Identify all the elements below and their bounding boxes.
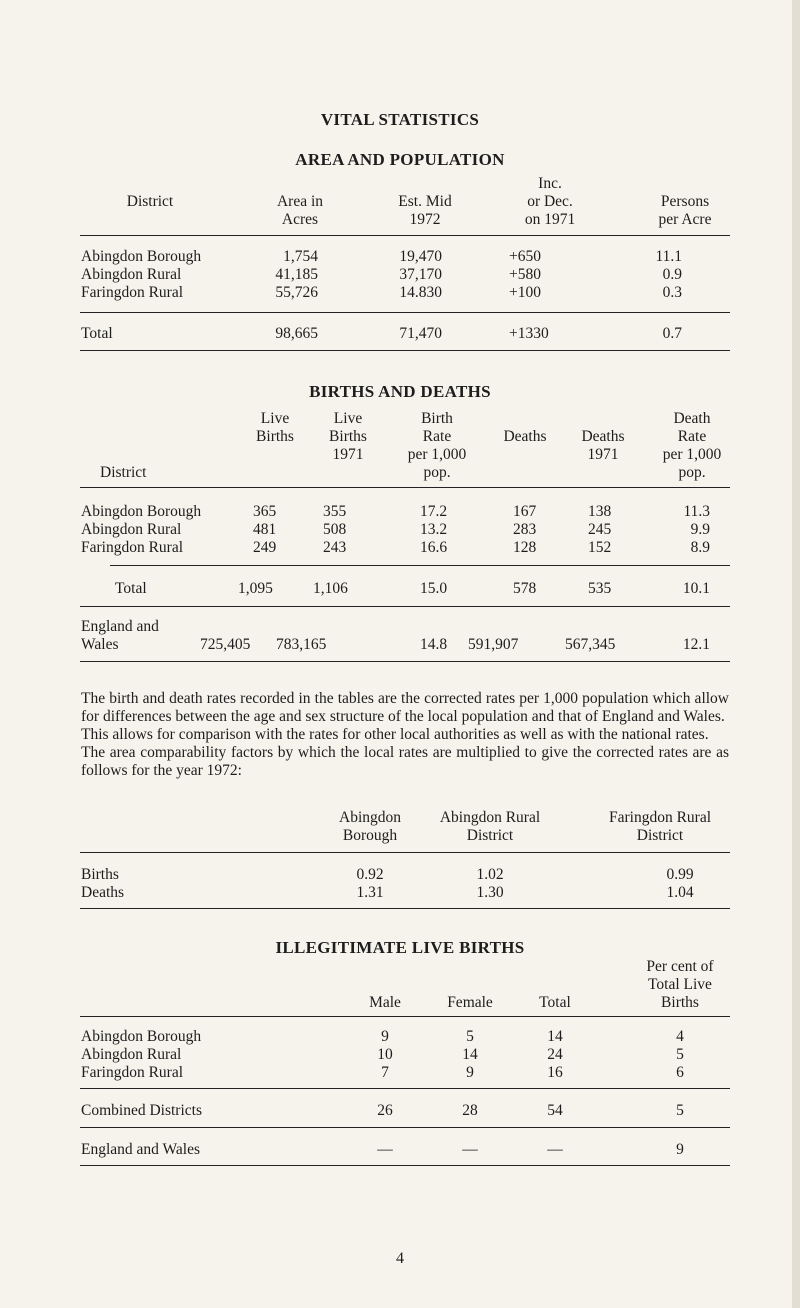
cell-est: 14.830 (399, 284, 442, 301)
cell-deaths-1971: 567,345 (565, 636, 616, 653)
table-rule (80, 1088, 730, 1089)
cell-deaths-1971: 245 (588, 521, 612, 538)
cell-district: Faringdon Rural (81, 539, 184, 556)
col-header-faringdon-rural-1: Faringdon Rural (608, 809, 712, 826)
cell-district: Abingdon Borough (81, 1028, 202, 1045)
cell-female: — (462, 1141, 478, 1158)
cell-birth-rate: 17.2 (420, 503, 448, 520)
cell-district: Faringdon Rural (81, 1064, 184, 1081)
cell-live-births-1971: 783,165 (276, 636, 327, 653)
cell-inc: +650 (509, 248, 541, 265)
col-header-est-2: 1972 (409, 211, 441, 228)
cell-birth-rate: 16.6 (420, 539, 448, 556)
table-rule (80, 1127, 730, 1128)
cell-district: Total (115, 580, 147, 597)
cell-abingdon-borough: 0.92 (356, 866, 384, 883)
cell-total: — (547, 1141, 563, 1158)
cell-percent: 5 (676, 1046, 684, 1063)
cell-district: Faringdon Rural (81, 284, 184, 301)
cell-abingdon-rural: 1.30 (476, 884, 504, 901)
cell-total: 16 (547, 1064, 563, 1081)
col-header-live-births-1971-2: Births (329, 428, 367, 445)
cell-persons: 0.9 (662, 266, 682, 283)
cell-persons: 11.1 (655, 248, 682, 265)
cell-persons: 0.3 (662, 284, 682, 301)
cell-deaths-1971: 138 (588, 503, 612, 520)
cell-death-rate: 10.1 (682, 580, 710, 597)
table-rule (80, 235, 730, 236)
cell-district: England and (81, 618, 159, 635)
paragraph: The birth and death rates recorded in the tables are the corrected rates per 1,000 population which allow for differences between the age and sex structure of the local population and that of England and Wales. (81, 690, 729, 725)
cell-area: 41,185 (275, 266, 318, 283)
col-header-birth-rate-4: pop. (423, 464, 451, 481)
col-header-deaths-1971-1: Deaths (581, 428, 625, 445)
table-rule (110, 565, 730, 566)
table-rule (80, 1016, 730, 1017)
col-header-deaths-1971-2: 1971 (587, 446, 619, 463)
page-heading: VITAL STATISTICS (320, 110, 480, 129)
explanatory-text (81, 690, 729, 780)
cell-live-births-1971: 508 (323, 521, 347, 538)
cell-live-births: 481 (253, 521, 277, 538)
cell-district: Total (81, 325, 113, 342)
col-header-area-1: Area in (276, 193, 324, 210)
cell-total: 24 (547, 1046, 563, 1063)
table-rule (80, 350, 730, 351)
cell-area: 98,665 (275, 325, 318, 342)
cell-female: 5 (466, 1028, 474, 1045)
cell-male: 9 (381, 1028, 389, 1045)
cell-female: 28 (462, 1102, 478, 1119)
cell-male: 7 (381, 1064, 389, 1081)
col-header-inc-1: Inc. (538, 175, 562, 192)
col-header-live-births-1971-3: 1971 (332, 446, 364, 463)
col-header-faringdon-rural-2: District (636, 827, 684, 844)
col-header-percent-3: Births (661, 994, 699, 1011)
cell-deaths-1971: 152 (588, 539, 612, 556)
col-header-total: Total (539, 994, 571, 1011)
cell-live-births-1971: 355 (323, 503, 347, 520)
cell-birth-rate: 14.8 (420, 636, 448, 653)
cell-deaths-1971: 535 (588, 580, 612, 597)
col-header-abingdon-borough-2: Borough (342, 827, 398, 844)
cell-district: Wales (81, 636, 119, 653)
cell-total: 14 (547, 1028, 563, 1045)
illegit-table-title: ILLEGITIMATE LIVE BIRTHS (275, 938, 525, 957)
cell-death-rate: 12.1 (682, 636, 710, 653)
paragraph: The area comparability factors by which the local rates are multiplied to give the corrected rates are as follows for the year 1972: (81, 744, 729, 779)
col-header-abingdon-rural-1: Abingdon Rural (439, 809, 541, 826)
cell-death-rate: 11.3 (683, 503, 710, 520)
cell-deaths: 167 (513, 503, 537, 520)
cell-female: 14 (462, 1046, 478, 1063)
col-header-live-births-2: Births (256, 428, 294, 445)
col-header-live-births-1: Live (260, 410, 290, 427)
cell-deaths: 578 (513, 580, 537, 597)
col-header-birth-rate-1: Birth (421, 410, 453, 427)
col-header-deaths: Deaths (503, 428, 547, 445)
cell-district: Abingdon Rural (81, 1046, 182, 1063)
cell-live-births: 249 (253, 539, 277, 556)
col-header-female: Female (447, 994, 493, 1011)
cell-live-births-1971: 243 (323, 539, 347, 556)
col-header-male: Male (369, 994, 401, 1011)
table-rule (80, 1165, 730, 1166)
col-header-birth-rate-3: per 1,000 (407, 446, 467, 463)
table-rule (80, 908, 730, 909)
cell-death-rate: 8.9 (690, 539, 710, 556)
col-header-abingdon-rural-2: District (466, 827, 514, 844)
cell-birth-rate: 13.2 (420, 521, 448, 538)
col-header-est-1: Est. Mid (398, 193, 452, 210)
cell-live-births: 365 (253, 503, 277, 520)
cell-inc: +100 (509, 284, 541, 301)
cell-live-births-1971: 1,106 (313, 580, 348, 597)
col-header-percent-2: Total Live (648, 976, 712, 993)
col-header-district: District (100, 464, 147, 481)
cell-percent: 5 (676, 1102, 684, 1119)
cell-faringdon-rural: 0.99 (666, 866, 694, 883)
cell-inc: +580 (509, 266, 541, 283)
cell-faringdon-rural: 1.04 (666, 884, 694, 901)
col-header-death-rate-2: Rate (677, 428, 707, 445)
cell-abingdon-borough: 1.31 (356, 884, 384, 901)
cell-female: 9 (466, 1064, 474, 1081)
cell-inc: +1330 (509, 325, 549, 342)
area-table-title: AREA AND POPULATION (295, 150, 505, 169)
col-header-live-births-1971-1: Live (333, 410, 363, 427)
cell-district: Combined Districts (81, 1102, 202, 1119)
cell-male: 26 (377, 1102, 393, 1119)
col-header-area-2: Acres (281, 211, 319, 228)
cell-label: Births (81, 866, 119, 883)
cell-live-births: 725,405 (200, 636, 251, 653)
cell-abingdon-rural: 1.02 (476, 866, 504, 883)
cell-male: 10 (377, 1046, 393, 1063)
cell-total: 54 (547, 1102, 563, 1119)
cell-est: 37,170 (399, 266, 442, 283)
cell-deaths: 283 (513, 521, 537, 538)
page-edge (792, 0, 800, 1308)
col-header-abingdon-borough-1: Abingdon (339, 809, 401, 826)
cell-male: — (377, 1141, 393, 1158)
col-header-inc-2: or Dec. (527, 193, 573, 210)
cell-live-births: 1,095 (238, 580, 273, 597)
births-table-title: BIRTHS AND DEATHS (309, 382, 491, 401)
col-header-birth-rate-2: Rate (422, 428, 452, 445)
col-header-district: District (126, 193, 174, 210)
table-rule (80, 312, 730, 313)
cell-percent: 6 (676, 1064, 684, 1081)
col-header-death-rate-4: pop. (678, 464, 706, 481)
cell-area: 55,726 (275, 284, 318, 301)
table-rule (80, 852, 730, 853)
cell-percent: 4 (676, 1028, 684, 1045)
cell-label: Deaths (81, 884, 125, 901)
cell-est: 71,470 (399, 325, 442, 342)
cell-birth-rate: 15.0 (420, 580, 448, 597)
cell-deaths: 128 (513, 539, 537, 556)
cell-district: Abingdon Rural (81, 266, 182, 283)
paragraph: This allows for comparison with the rates for other local authorities as well as with the national rates. (81, 726, 709, 743)
cell-percent: 9 (676, 1141, 684, 1158)
col-header-death-rate-1: Death (673, 410, 711, 427)
cell-deaths: 591,907 (468, 636, 519, 653)
cell-district: England and Wales (81, 1141, 200, 1158)
page-number: 4 (396, 1250, 404, 1267)
col-header-persons-1: Persons (660, 193, 710, 210)
col-header-persons-2: per Acre (658, 211, 712, 228)
cell-est: 19,470 (399, 248, 442, 265)
cell-district: Abingdon Rural (81, 521, 182, 538)
cell-district: Abingdon Borough (81, 248, 202, 265)
table-rule (80, 661, 730, 662)
cell-area: 1,754 (283, 248, 318, 265)
table-rule (80, 487, 730, 488)
col-header-inc-3: on 1971 (524, 211, 576, 228)
cell-death-rate: 9.9 (690, 521, 710, 538)
cell-persons: 0.7 (662, 325, 682, 342)
cell-district: Abingdon Borough (81, 503, 202, 520)
col-header-percent-1: Per cent of (646, 958, 714, 975)
col-header-death-rate-3: per 1,000 (662, 446, 722, 463)
table-rule (80, 606, 730, 607)
